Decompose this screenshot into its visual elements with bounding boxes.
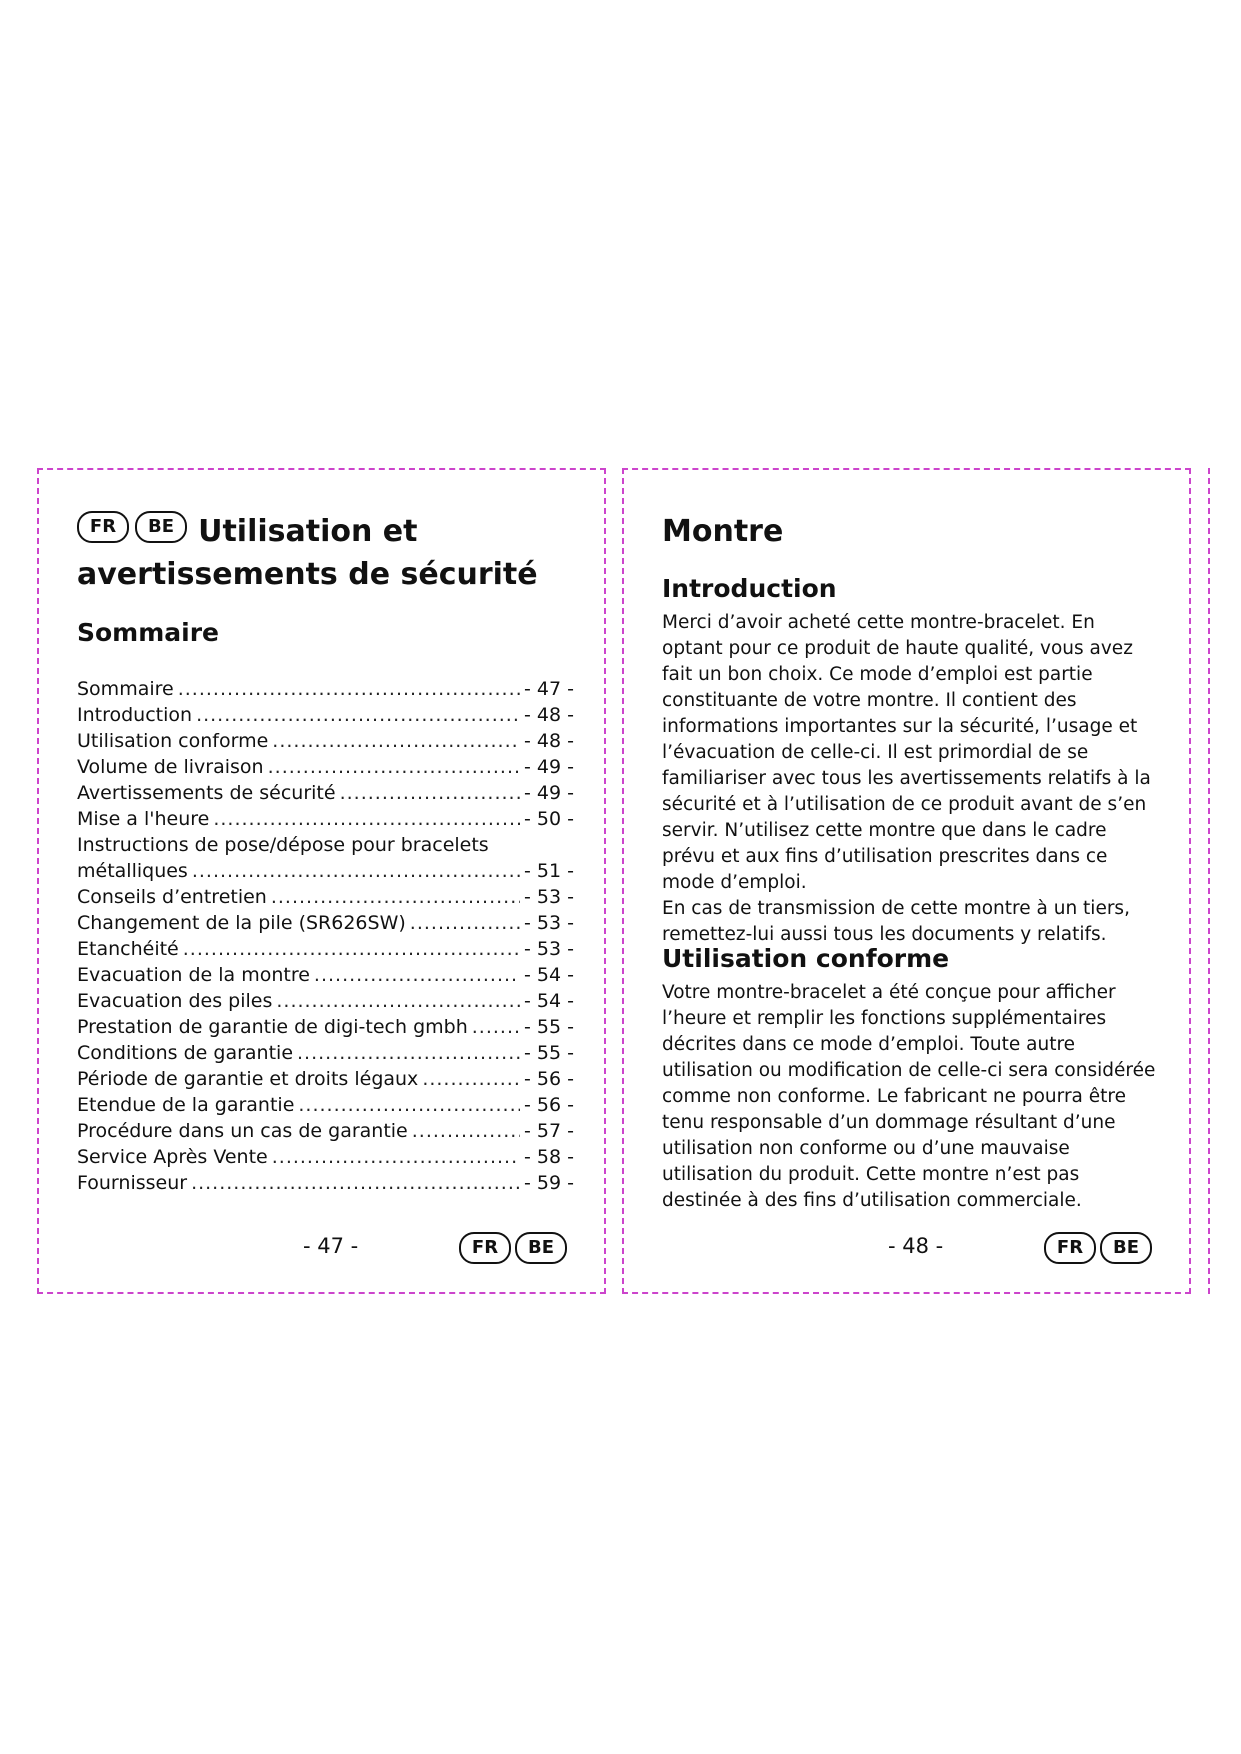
toc-entry-leader [272, 1144, 520, 1170]
toc-entry [77, 910, 574, 936]
toc-entry [77, 832, 574, 858]
toc-entry-label: Mise a l'heure [77, 808, 210, 830]
language-badge-fr: FR [77, 511, 129, 543]
toc-entry [77, 884, 574, 910]
toc-entry-label: Avertissements de sécurité [77, 782, 336, 804]
toc-entry-label: Instructions de pose/dépose pour bracelets [77, 834, 489, 856]
introduction-text [662, 610, 1159, 948]
toc-entry-leader [472, 1014, 520, 1040]
toc-entry-leader [213, 806, 520, 832]
toc-entry-leader [276, 988, 520, 1014]
toc-entry-leader [192, 858, 520, 884]
toc-entry-leader [271, 884, 520, 910]
language-badge-fr: FR [459, 1232, 511, 1264]
left-title-block [77, 510, 574, 596]
right-footer [662, 1232, 1159, 1264]
toc-entry-page: - 56 - [524, 1094, 574, 1116]
toc-entry-page: - 55 - [524, 1016, 574, 1038]
toc-entry [77, 1144, 574, 1170]
toc-entry-leader [196, 702, 520, 728]
toc-entry-label: Etendue de la garantie [77, 1094, 295, 1116]
toc-entry-page: - 50 - [524, 808, 574, 830]
toc-entry-leader [298, 1092, 520, 1118]
toc-entry [77, 1014, 574, 1040]
toc-entry [77, 1118, 574, 1144]
toc-entry [77, 1092, 574, 1118]
toc-entry [77, 936, 574, 962]
toc-entry-page: - 53 - [524, 912, 574, 934]
toc-entry-page: - 55 - [524, 1042, 574, 1064]
toc-entry-page: - 59 - [524, 1172, 574, 1194]
toc-entry-leader [314, 962, 520, 988]
toc-entry-page: - 54 - [524, 990, 574, 1012]
toc-entry-label: métalliques [77, 860, 188, 882]
toc-entry-label: Service Après Vente [77, 1146, 268, 1168]
left-footer [77, 1232, 574, 1264]
usage-text [662, 980, 1159, 1214]
toc-entry-label: Volume de livraison [77, 756, 264, 778]
introduction-paragraph-2: En cas de transmission de cette montre à un tiers, remettez-lui aussi tous les documents y relatifs. [662, 898, 1130, 945]
toc-entry-label: Conseils d’entretien [77, 886, 267, 908]
language-badge-be: BE [135, 511, 187, 543]
toc-entry-leader [268, 754, 520, 780]
toc-entry [77, 962, 574, 988]
toc-entry-leader [191, 1170, 520, 1196]
toc-entry [77, 702, 574, 728]
toc-entry-leader [422, 1066, 520, 1092]
toc-entry-label: Période de garantie et droits légaux [77, 1068, 419, 1090]
toc-entry-label: Introduction [77, 704, 193, 726]
toc-entry-label: Fournisseur [77, 1172, 188, 1194]
toc-entry-page: - 47 - [524, 678, 574, 700]
next-page-edge [1208, 468, 1210, 1294]
toc-entry-leader [272, 728, 520, 754]
toc-entry-label: Evacuation des piles [77, 990, 273, 1012]
right-page [622, 468, 1191, 1294]
toc-entry [77, 858, 574, 884]
toc-entry-label: Sommaire [77, 678, 174, 700]
toc-entry-label: Conditions de garantie [77, 1042, 294, 1064]
toc-entry-leader [412, 1118, 520, 1144]
left-page [37, 468, 606, 1294]
toc-entry [77, 988, 574, 1014]
toc-entry-leader [297, 1040, 520, 1066]
toc-entry [77, 806, 574, 832]
introduction-paragraph: Merci d’avoir acheté cette montre-bracelet. En optant pour ce produit de haute qualité, vous avez fait un bon choix. Ce mode d’emploi est partie constituante de votre montre. Il contient des informations importantes sur la sécurité, l’usage et l’évacuation de celle-ci. Il est primordial de se familiariser avec tous les avertissements relatifs à la sécurité et à l’utilisation de ce produit avant de s’en servir. N’utilisez cette montre que dans le cadre prévu et aux fins d’utilisation prescrites dans ce mode d’emploi. [662, 612, 1151, 893]
language-badge-be: BE [515, 1232, 567, 1264]
language-badge-be: BE [1100, 1232, 1152, 1264]
toc-entry-label: Etanchéité [77, 938, 179, 960]
toc-entry-label: Prestation de garantie de digi-tech gmbh [77, 1016, 468, 1038]
toc-entry-leader [178, 676, 520, 702]
toc-entry-leader [410, 910, 520, 936]
usage-heading: Utilisation conforme [662, 944, 950, 973]
toc-entry [77, 728, 574, 754]
toc-entry-page: - 49 - [524, 782, 574, 804]
toc-entry-page: - 54 - [524, 964, 574, 986]
language-badge-fr: FR [1044, 1232, 1096, 1264]
footer-language-badges [459, 1232, 571, 1264]
toc-entry-page: - 57 - [524, 1120, 574, 1142]
page-number: - 47 - [303, 1234, 359, 1258]
page-title: Montre [662, 514, 784, 549]
toc-entry-page: - 49 - [524, 756, 574, 778]
toc-entry-page: - 56 - [524, 1068, 574, 1090]
toc-entry-label: Changement de la pile (SR626SW) [77, 912, 406, 934]
footer-language-badges [1044, 1232, 1156, 1264]
toc-heading: Sommaire [77, 618, 220, 647]
toc-entry-label: Procédure dans un cas de garantie [77, 1120, 408, 1142]
usage-paragraph: Votre montre-bracelet a été conçue pour afficher l’heure et remplir les fonctions supplémentaires décrites dans ce mode d’emploi. Toute autre utilisation ou modification de celle-ci sera considérée comme non conforme. Le fabricant ne pourra être tenu responsable d’un dommage résultant d’une utilisation non conforme ou d’une mauvaise utilisation du produit. Cette montre n’est pas destinée à des fins d’utilisation commerciale. [662, 982, 1156, 1211]
toc-entry-page: - 53 - [524, 938, 574, 960]
toc-entry-page: - 48 - [524, 730, 574, 752]
page-title-line1: Utilisation et [198, 514, 418, 549]
table-of-contents [77, 676, 574, 1196]
left-page-content [77, 470, 574, 1292]
toc-entry-page: - 48 - [524, 704, 574, 726]
toc-entry-leader [183, 936, 520, 962]
introduction-heading: Introduction [662, 574, 837, 603]
page-title-line2: avertissements de sécurité [77, 557, 538, 592]
toc-entry [77, 1170, 574, 1196]
right-page-content [662, 470, 1159, 1292]
toc-entry-page: - 51 - [524, 860, 574, 882]
toc-entry-page: - 53 - [524, 886, 574, 908]
toc-entry-label: Utilisation conforme [77, 730, 269, 752]
toc-entry-leader [340, 780, 520, 806]
toc-entry [77, 754, 574, 780]
toc-entry [77, 676, 574, 702]
toc-entry [77, 1066, 574, 1092]
toc-entry [77, 780, 574, 806]
toc-entry [77, 1040, 574, 1066]
page-number: - 48 - [888, 1234, 944, 1258]
toc-entry-label: Evacuation de la montre [77, 964, 310, 986]
title-language-badges [77, 511, 193, 543]
toc-entry-page: - 58 - [524, 1146, 574, 1168]
